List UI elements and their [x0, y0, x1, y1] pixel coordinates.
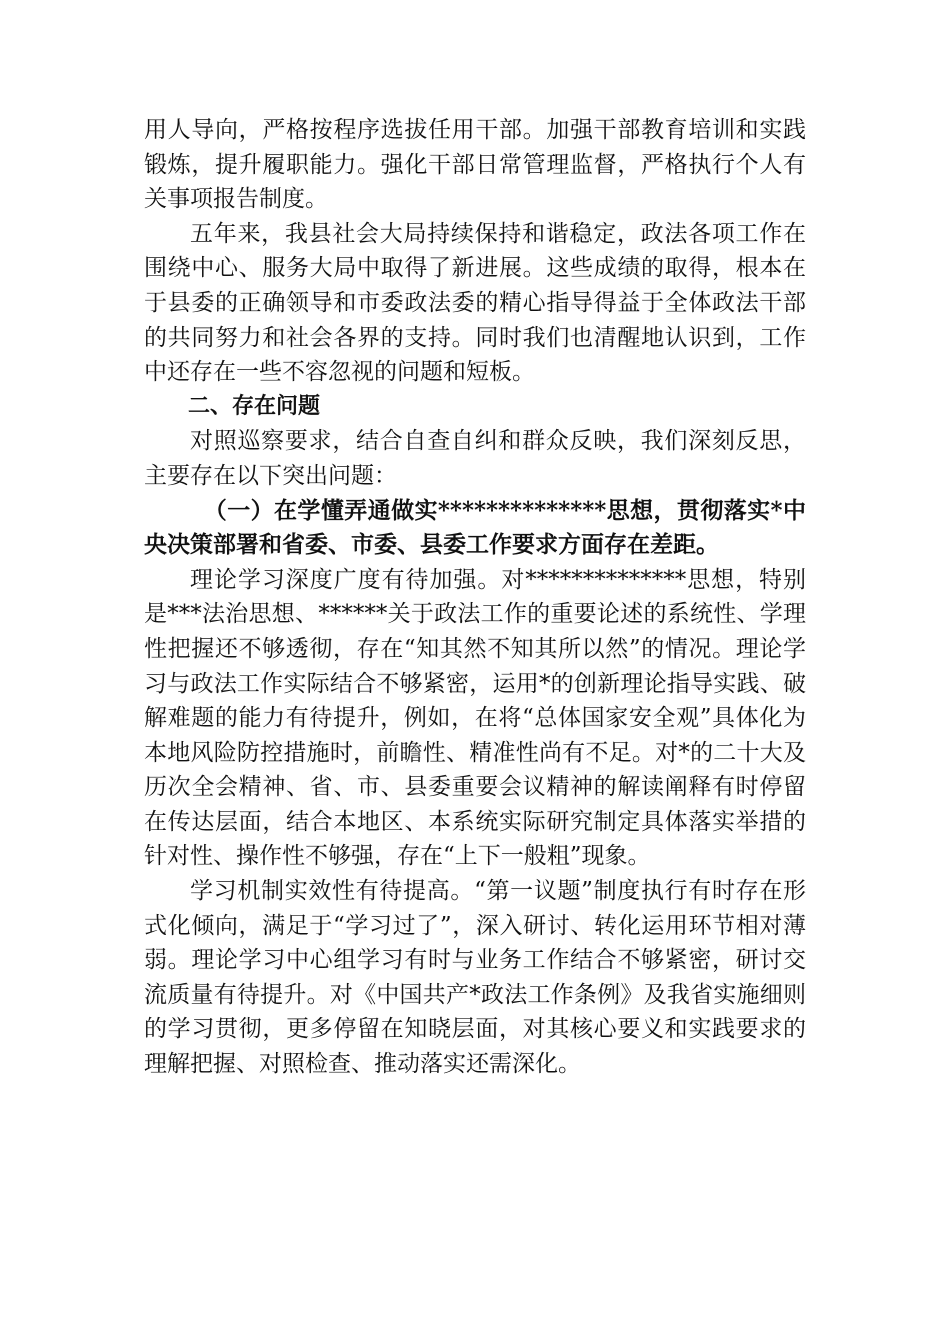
- subsection-heading: （一）在学懂弄通做实**************思想，贯彻落实*中央决策部署和省委、市委、县委工作要求方面存在差距。: [144, 496, 806, 559]
- paragraph-study-mechanism: 学习机制实效性有待提高。“第一议题”制度执行有时存在形式化倾向，满足于“学习过了”，深入研讨、转化运用环节相对薄弱。理论学习中心组学习有时与业务工作结合不够紧密，研讨交流质量有待提升。对《中国共产*政法工作条例》及我省实施细则的学习贯彻，更多停留在知晓层面，对其核心要义和实践要求的理解把握、对照检查、推动落实还需深化。: [144, 878, 806, 1078]
- document-page: [144, 113, 806, 1082]
- paragraph-continuation: 用人导向，严格按程序选拔任用干部。加强干部教育培训和实践锻炼，提升履职能力。强化干部日常管理监督，严格执行个人有关事项报告制度。: [144, 117, 806, 213]
- section-heading: 二、存在问题: [188, 393, 321, 419]
- paragraph-theory-study: 理论学习深度广度有待加强。对**************思想，特别是***法治思想、******关于政法工作的重要论述的系统性、学理性把握还不够透彻，存在“知其然不知其所以然”的情况。理论学习与政法工作实际结合不够紧密，运用*的创新理论指导实践、破解难题的能力有待提升，例如，在将“总体国家安全观”具体化为本地风险防控措施时，前瞻性、精准性尚有不足。对*的二十大及历次全会精神、省、市、县委重要会议精神的解读阐释有时停留在传达层面，结合本地区、本系统实际研究制定具体落实举措的针对性、操作性不够强，存在“上下一般粗”现象。: [144, 566, 806, 870]
- paragraph-summary: 五年来，我县社会大局持续保持和谐稳定，政法各项工作在围绕中心、服务大局中取得了新进展。这些成绩的取得，根本在于县委的正确领导和市委政法委的精心指导得益于全体政法干部的共同努力和社会各界的支持。同时我们也清醒地认识到，工作中还存在一些不容忽视的问题和短板。: [144, 220, 806, 386]
- paragraph-intro: 对照巡察要求，结合自查自纠和群众反映，我们深刻反思，主要存在以下突出问题：: [144, 428, 806, 489]
